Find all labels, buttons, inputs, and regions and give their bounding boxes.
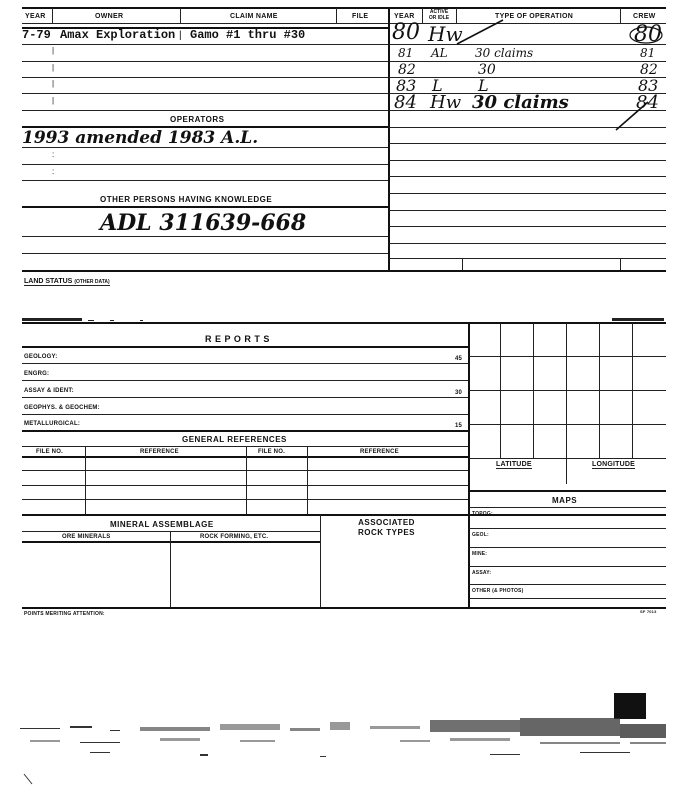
activity-status-4: L xyxy=(432,76,443,95)
col-type-operation-header: TYPE OF OPERATION xyxy=(495,13,574,20)
crew-slash xyxy=(612,100,652,132)
report-assay: ASSAY & IDENT: xyxy=(24,388,74,394)
land-status-label: LAND STATUS (OTHER DATA) xyxy=(24,278,110,285)
maps-topog: TOPOG: xyxy=(472,511,493,517)
maps-mine: MINE: xyxy=(472,551,488,557)
report-geology-num: 45 xyxy=(455,356,463,362)
ref-col-file-no-1: FILE NO. xyxy=(36,449,63,455)
rock-forming-label: ROCK FORMING, ETC. xyxy=(200,534,269,540)
activity-status-1: Hw xyxy=(428,22,463,46)
longitude-label: LONGITUDE xyxy=(592,461,636,468)
maps-title: MAPS xyxy=(552,496,578,505)
activity-status-5: Hw xyxy=(430,92,462,113)
activity-crew-1: 80 xyxy=(634,22,662,47)
activity-operation-2: 30 claims xyxy=(475,46,534,60)
mineral-assemblage-title: MINERAL ASSEMBLAGE xyxy=(110,520,214,529)
col-owner-header: OWNER xyxy=(95,13,124,20)
report-assay-num: 30 xyxy=(455,390,463,396)
col-year-header: YEAR xyxy=(25,13,46,20)
maps-geol: GEOL: xyxy=(472,532,489,538)
claim-year: 7-79 xyxy=(22,28,51,42)
activity-crew-5: 84 xyxy=(636,92,659,113)
latitude-label: LATITUDE xyxy=(496,461,532,468)
col-claim-name-header: CLAIM NAME xyxy=(230,13,278,20)
activity-year-2: 81 xyxy=(398,46,414,60)
slash-mark xyxy=(455,18,505,48)
operators-note: 1993 amended 1983 A.L. xyxy=(22,128,259,148)
ore-minerals-label: ORE MINERALS xyxy=(62,534,111,540)
col-year2-header: YEAR xyxy=(394,13,415,20)
col-active-idle-header: ACTIVE OR IDLE xyxy=(428,9,450,21)
associated-rock-types: ASSOCIATED ROCK TYPES xyxy=(358,518,416,537)
operators-title: OPERATORS xyxy=(170,115,225,124)
scan-artifacts xyxy=(20,718,666,788)
report-metallurgical: METALLURGICAL: xyxy=(24,421,81,427)
activity-year-1: 80 xyxy=(392,20,420,45)
form-number: SF 7013 xyxy=(640,609,657,614)
crew-circle xyxy=(628,25,664,45)
activity-year-4: 83 xyxy=(396,76,417,95)
report-geophys: GEOPHYS. & GEOCHEM: xyxy=(24,405,100,411)
activity-year-3: 82 xyxy=(398,62,416,78)
activity-status-2: AL xyxy=(431,46,448,60)
activity-crew-2: 81 xyxy=(640,46,656,60)
activity-operation-5: 30 claims xyxy=(472,92,569,113)
col-crew-header: CREW xyxy=(633,13,656,20)
ref-col-file-no-2: FILE NO. xyxy=(258,449,285,455)
activity-year-5: 84 xyxy=(394,92,417,113)
reports-title: R E P O R T S xyxy=(205,334,270,344)
col-file-header: FILE xyxy=(352,13,369,20)
other-persons-note: ADL 311639-668 xyxy=(100,210,307,236)
activity-operation-4: L xyxy=(478,76,489,95)
claim-owner: Amax Exploration xyxy=(60,28,176,42)
points-meriting-attention: POINTS MERITING ATTENTION: xyxy=(24,611,105,617)
activity-crew-4: 83 xyxy=(638,76,659,95)
activity-operation-3: 30 xyxy=(478,62,496,78)
report-engrg: ENGRG: xyxy=(24,371,50,377)
ref-col-reference-2: REFERENCE xyxy=(360,449,399,455)
report-geology: GEOLOGY: xyxy=(24,354,58,360)
maps-other: OTHER (& PHOTOS) xyxy=(472,588,524,594)
general-references-title: GENERAL REFERENCES xyxy=(182,435,287,444)
activity-crew-3: 82 xyxy=(640,62,658,78)
ref-col-reference-1: REFERENCE xyxy=(140,449,179,455)
report-metallurgical-num: 15 xyxy=(455,423,463,429)
other-persons-title: OTHER PERSONS HAVING KNOWLEDGE xyxy=(100,195,273,204)
maps-assay: ASSAY: xyxy=(472,570,492,576)
claim-name: Gamo #1 thru #30 xyxy=(190,28,306,42)
